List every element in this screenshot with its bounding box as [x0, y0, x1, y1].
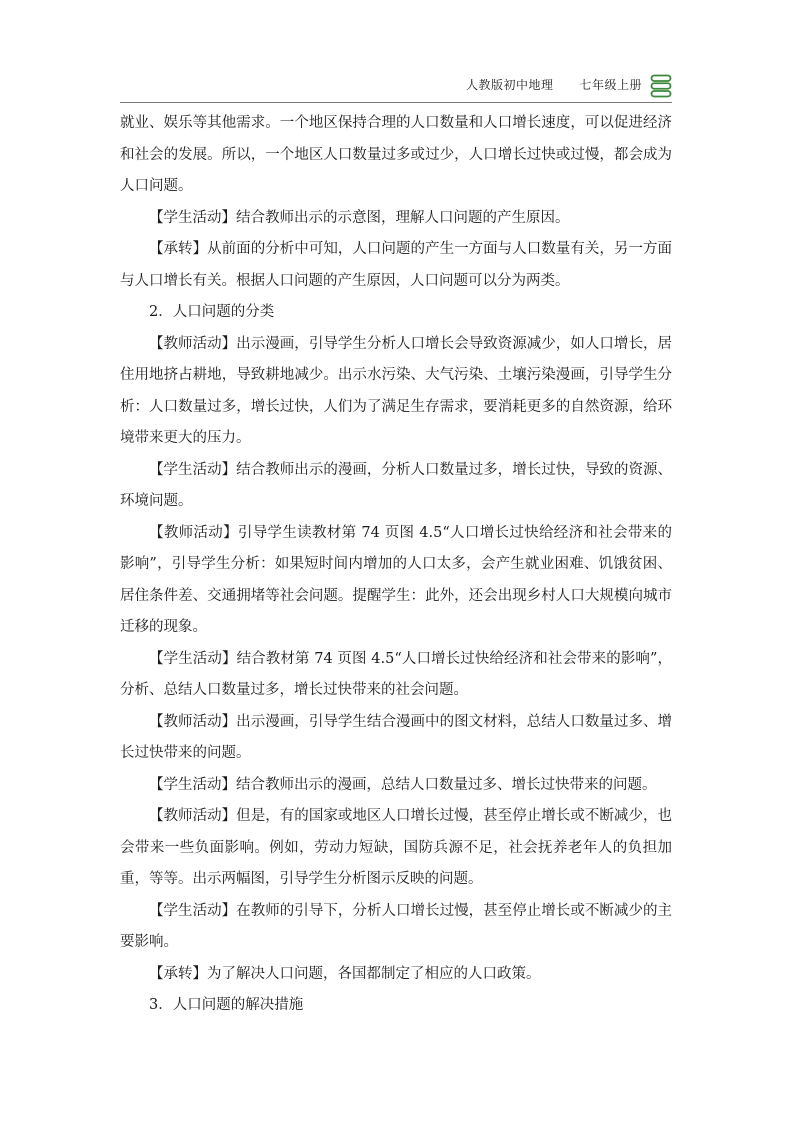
- paragraph-student-activity: 【学生活动】结合教师出示的漫画，总结人口数量过多、增长过快带来的问题。: [149, 776, 657, 793]
- paragraph-student-activity: 【学生活动】结合教师出示的示意图，理解人口问题的产生原因。: [149, 209, 570, 226]
- header-grade: 七年级上册: [579, 78, 642, 92]
- paragraph-student-activity: 【学生活动】在教师的引导下，分析人口增长过慢，甚至停止增长或不断减少的主要影响。: [120, 902, 672, 950]
- page-header: [120, 74, 672, 102]
- paragraph-teacher-activity: 【教师活动】引导学生读教材第 74 页图 4.5“人口增长过快给经济和社会带来的影响”，引导学生分析：如果短时间内增加的人口太多，会产生就业困难、饥饿贫困、居住条件差、交通拥堵等社会问题。提醒学生：此外，还会出现乡村人口大规模向城市迁移的现象。: [120, 524, 672, 635]
- paragraph-transition: 【承转】为了解决人口问题，各国都制定了相应的人口政策。: [149, 965, 541, 982]
- section-heading-solutions: 3．人口问题的解决措施: [149, 997, 304, 1013]
- paragraph-teacher-activity: 【教师活动】但是，有的国家或地区人口增长过慢，甚至停止增长或不断减少，也会带来一些负面影响。例如，劳动力短缺，国防兵源不足，社会抚养老年人的负担加重，等等。出示两幅图，引导学生分析图示反映的问题。: [120, 808, 672, 887]
- section-heading-classification: 2．人口问题的分类: [149, 304, 275, 320]
- paragraph-transition: 【承转】从前面的分析中可知，人口问题的产生一方面与人口数量有关，另一方面与人口增长有关。根据人口问题的产生原因，人口问题可以分为两类。: [120, 241, 672, 289]
- document-body: [120, 108, 672, 1022]
- paragraph-teacher-activity: 【教师活动】出示漫画，引导学生结合漫画中的图文材料，总结人口数量过多、增长过快带来的问题。: [120, 713, 672, 761]
- paragraph-student-activity: 【学生活动】结合教师出示的漫画，分析人口数量过多，增长过快，导致的资源、环境问题。: [120, 461, 672, 509]
- paragraph-continuation: 就业、娱乐等其他需求。一个地区保持合理的人口数量和人口增长速度，可以促进经济和社会的发展。所以，一个地区人口数量过多或过少，人口增长过快或过慢，都会成为人口问题。: [120, 115, 672, 194]
- paragraph-student-activity: 【学生活动】结合教材第 74 页图 4.5“人口增长过快给经济和社会带来的影响”，分析、总结人口数量过多，增长过快带来的社会问题。: [120, 650, 672, 698]
- header-book-title: 人教版初中地理: [465, 78, 554, 92]
- header-divider: [120, 102, 672, 103]
- stacked-rings-icon: [650, 74, 672, 98]
- header-text: [466, 76, 642, 93]
- paragraph-teacher-activity: 【教师活动】出示漫画，引导学生分析人口增长会导致资源减少，如人口增长，居住用地挤占耕地，导致耕地减少。出示水污染、大气污染、土壤污染漫画，引导学生分析：人口数量过多，增长过快，人们为了满足生存需求，要消耗更多的自然资源，给环境带来更大的压力。: [120, 335, 672, 446]
